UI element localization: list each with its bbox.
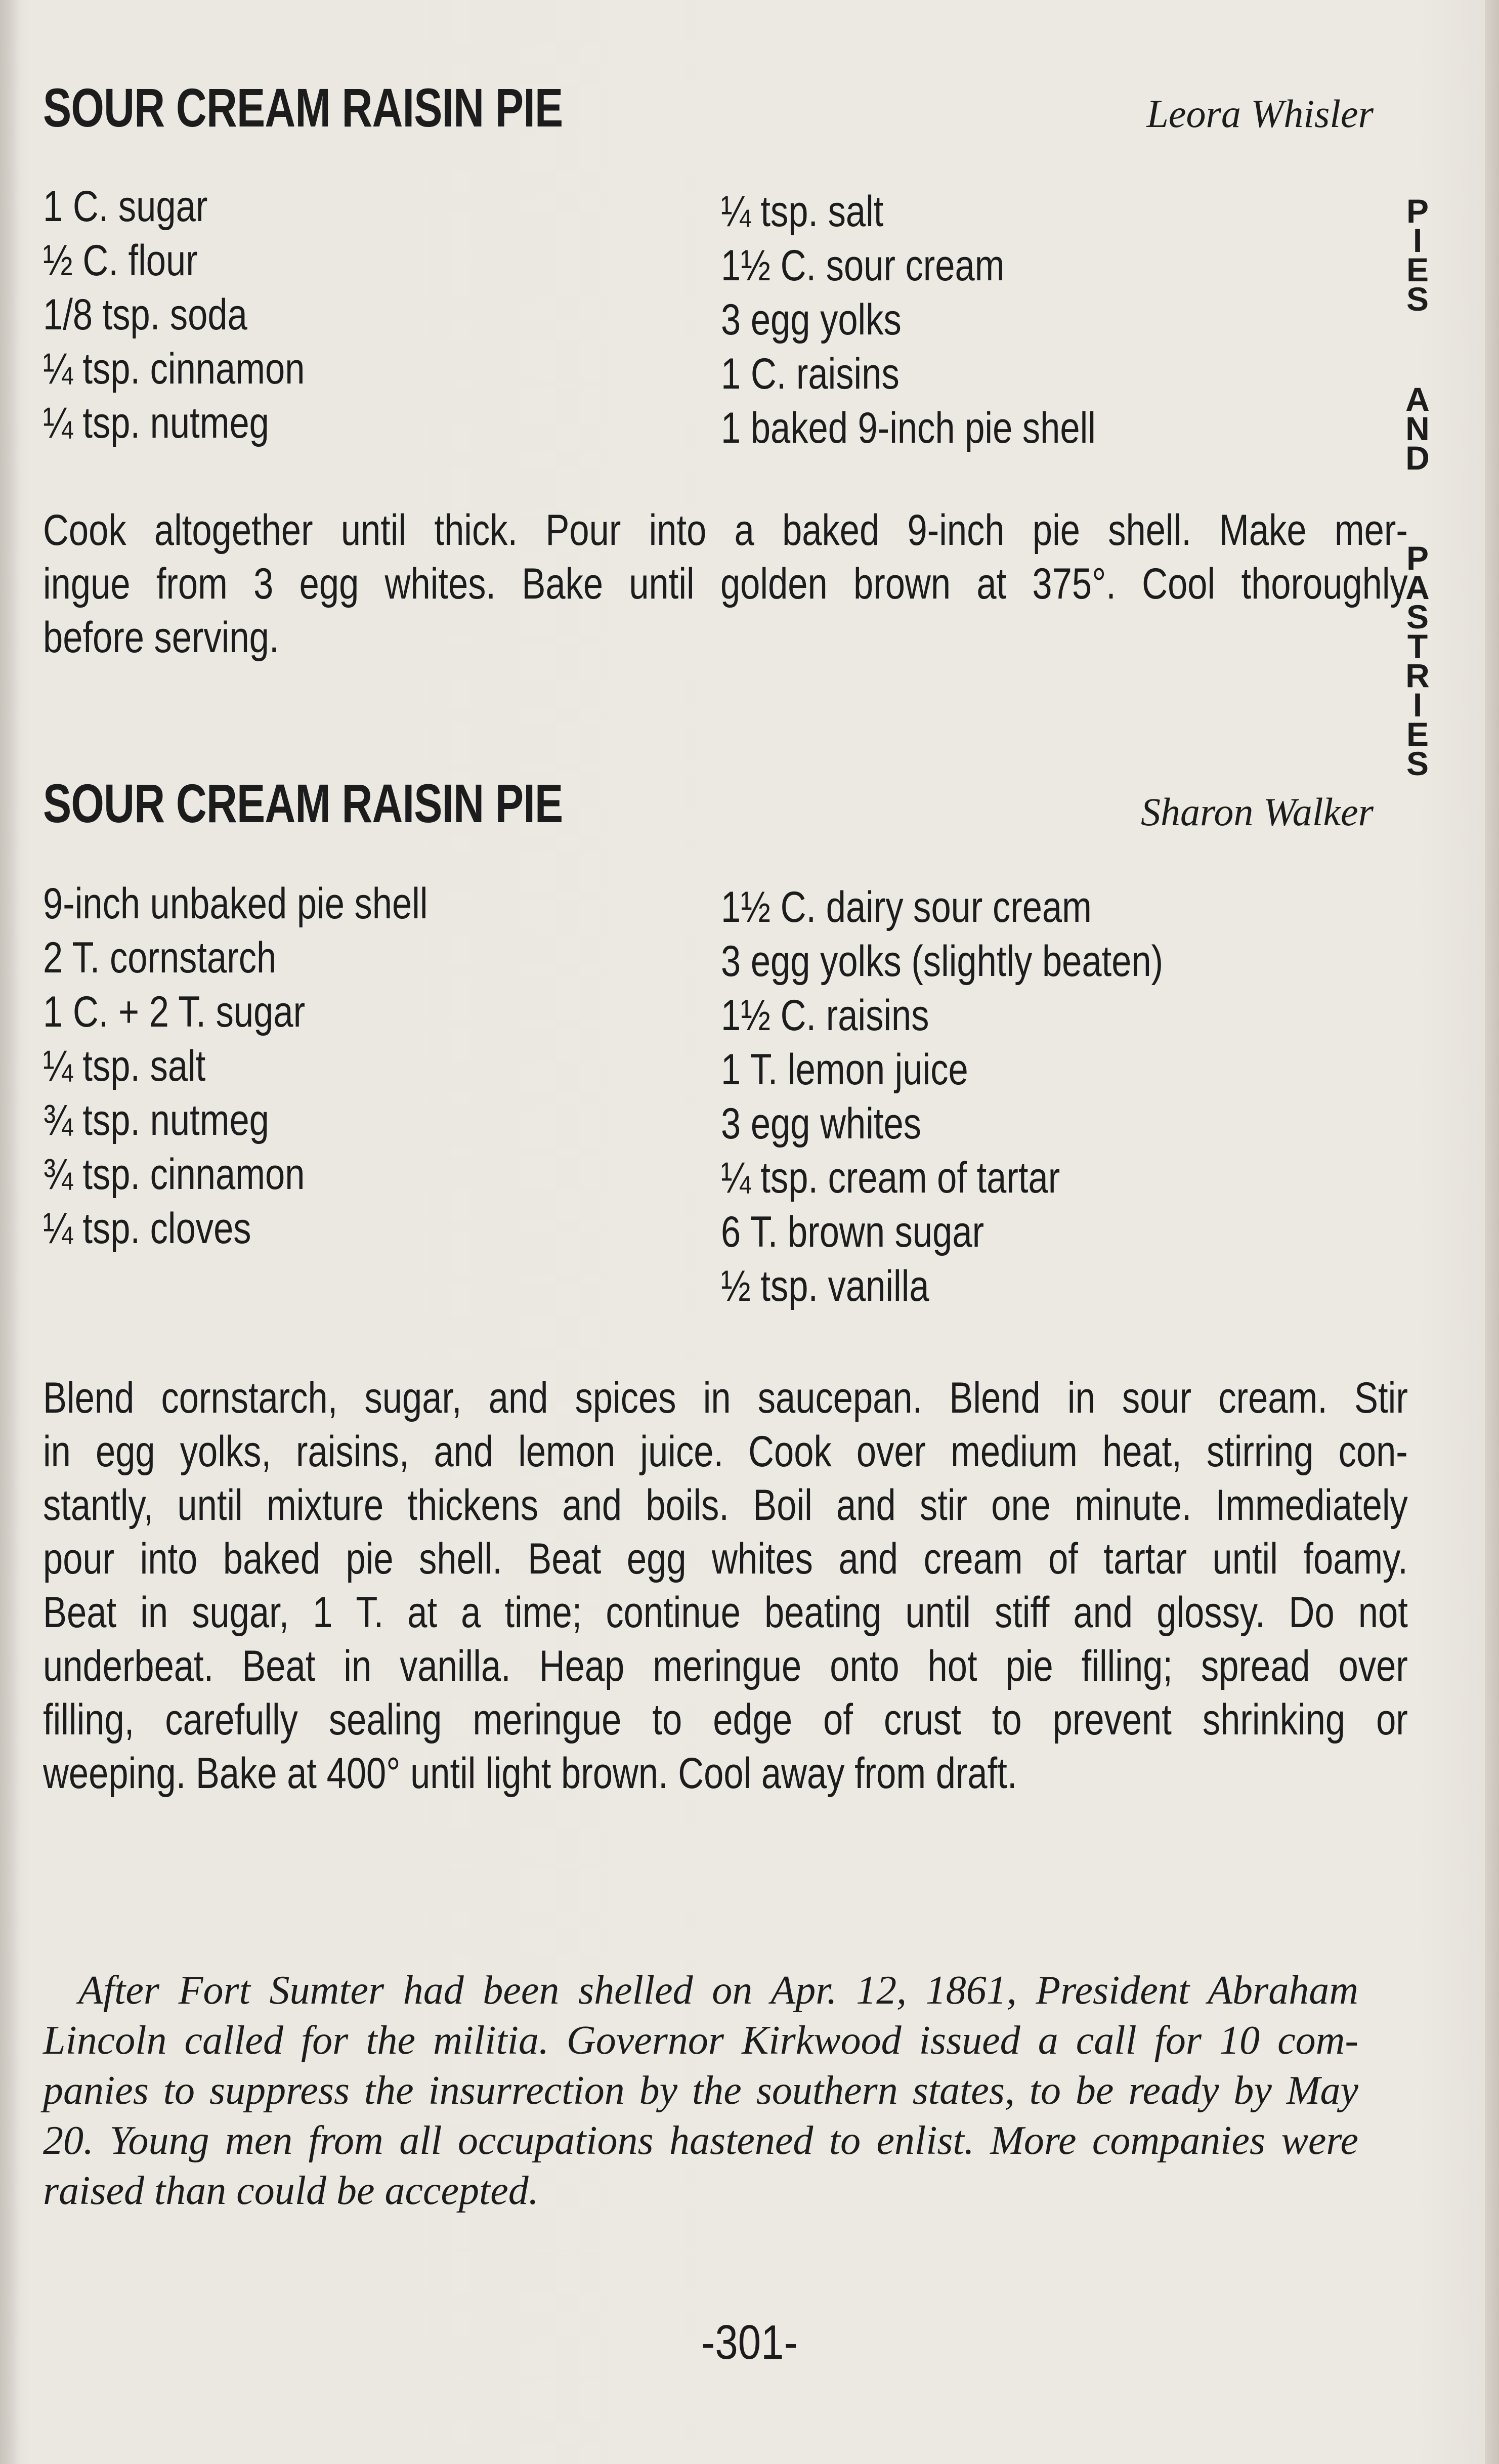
directions-line: Beat in sugar, 1 T. at a time; continue beating until stiff and glossy. Do not (43, 1588, 1408, 1637)
section-tab-letter: I (1412, 686, 1423, 724)
ingredient: ¼ tsp. nutmeg (43, 399, 269, 447)
ingredient: 1½ C. raisins (721, 991, 929, 1040)
ingredient: 1 baked 9-inch pie shell (721, 404, 1096, 452)
ingredient: 6 T. brown sugar (721, 1208, 984, 1256)
note-line: panies to suppress the insurrection by the southern states, to be ready by May (43, 2068, 1358, 2113)
section-tab-letter: S (1406, 280, 1429, 318)
ingredient: 2 T. cornstarch (43, 933, 277, 982)
ingredient: 3 egg whites (721, 1099, 921, 1148)
section-tab-gap (1397, 473, 1438, 514)
ingredient: ¼ tsp. salt (43, 1042, 206, 1090)
directions-line: weeping. Bake at 400° until light brown. Cool away from draft. (43, 1749, 1017, 1798)
recipe1-ingredients-left (43, 180, 305, 450)
section-tab-letter: N (1405, 410, 1430, 447)
ingredient: 1 C. sugar (43, 182, 208, 231)
note-line: 20. Young men from all occupations hastened to enlist. More companies were (43, 2118, 1358, 2163)
ingredient: 3 egg yolks (slightly beaten) (721, 937, 1164, 986)
directions-line: filling, carefully sealing meringue to edge of crust to prevent shrinking or (43, 1695, 1408, 1744)
section-tab-letter: S (1406, 598, 1429, 635)
directions-line: pour into baked pie shell. Beat egg whites and cream of tartar until foamy. (43, 1535, 1408, 1583)
directions-line: Cook altogether until thick. Pour into a baked 9-inch pie shell. Make mer- (43, 506, 1408, 555)
section-tab-letter: I (1412, 222, 1423, 259)
section-tab-letter: A (1405, 569, 1430, 606)
directions-line: ingue from 3 egg whites. Bake until golden brown at 375°. Cool thoroughly (43, 560, 1408, 608)
ingredient: 1½ C. sour cream (721, 241, 1005, 290)
ingredient: 1½ C. dairy sour cream (721, 883, 1092, 931)
page-edge (1485, 0, 1499, 2464)
directions-line: stantly, until mixture thickens and boils. Boil and stir one minute. Immediately (43, 1481, 1408, 1530)
ingredient: 1 C. + 2 T. sugar (43, 988, 306, 1036)
ingredient: ½ C. flour (43, 236, 198, 285)
history-note (43, 1966, 1358, 2216)
section-tab-letter: R (1405, 657, 1430, 694)
recipe1-ingredients-right (721, 185, 1096, 455)
binding-shadow (0, 0, 20, 2464)
ingredient: 9-inch unbaked pie shell (43, 879, 428, 928)
note-line: raised than could be accepted. (43, 2169, 539, 2213)
ingredient: ¼ tsp. cloves (43, 1204, 251, 1253)
ingredient: 1 C. raisins (721, 350, 900, 398)
ingredient: 3 egg yolks (721, 295, 902, 344)
note-line: Lincoln called for the militia. Governor Kirkwood issued a call for 10 com- (43, 2018, 1358, 2063)
ingredient: ¾ tsp. nutmeg (43, 1096, 269, 1144)
section-tab-letter: P (1406, 539, 1429, 577)
ingredient: 1/8 tsp. soda (43, 290, 247, 339)
ingredient: ½ tsp. vanilla (721, 1262, 929, 1310)
section-tab-gap (1397, 314, 1438, 355)
ingredient: ¾ tsp. cinnamon (43, 1150, 305, 1199)
directions-line: in egg yolks, raisins, and lemon juice. Cook over medium heat, stirring con- (43, 1427, 1408, 1476)
section-tab-letter: T (1407, 627, 1428, 665)
ingredient: ¼ tsp. salt (721, 187, 884, 236)
ingredient: ¼ tsp. cream of tartar (721, 1154, 1060, 1202)
recipe2-directions (43, 1371, 1408, 1800)
section-tab-letter: D (1405, 439, 1430, 477)
directions-line: underbeat. Beat in vanilla. Heap meringue onto hot pie filling; spread over (43, 1642, 1408, 1690)
ingredient: 1 T. lemon juice (721, 1045, 968, 1094)
recipe1-author: Leora Whisler (1146, 92, 1374, 136)
section-tab-letter: E (1406, 251, 1429, 288)
recipe1-title: SOUR CREAM RAISIN PIE (43, 77, 563, 138)
section-tab-letters (1397, 167, 1438, 782)
section-tab (1397, 167, 1438, 782)
note-line: After Fort Sumter had been shelled on Apr. 12, 1861, President Abraham (78, 1968, 1358, 2013)
recipe2-author: Sharon Walker (1140, 790, 1374, 834)
section-tab-letter: E (1406, 715, 1429, 753)
recipe2-title: SOUR CREAM RAISIN PIE (43, 773, 563, 834)
directions-line: Blend cornstarch, sugar, and spices in saucepan. Blend in sour cream. Stir (43, 1374, 1408, 1422)
page-number: -301- (701, 2315, 798, 2369)
ingredient: ¼ tsp. cinnamon (43, 345, 305, 393)
recipe2-ingredients-right (721, 880, 1163, 1313)
recipe1-directions (43, 503, 1408, 664)
section-tab-letter: S (1406, 745, 1429, 782)
section-tab-letter: P (1406, 192, 1429, 230)
directions-line: before serving. (43, 613, 279, 662)
section-tab-letter: A (1405, 380, 1430, 418)
recipe2-ingredients-left (43, 877, 428, 1256)
